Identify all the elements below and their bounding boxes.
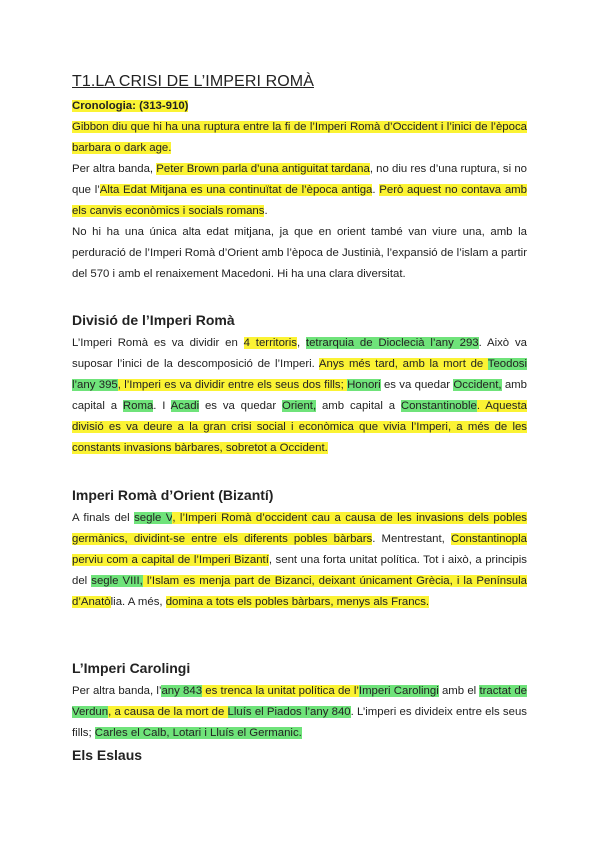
- highlight-green: Constantinoble: [400, 400, 477, 412]
- text-run: . L’imperi es divideix entre els seus fills;: [72, 706, 527, 739]
- highlight-yellow: domina a tots els pobles bàrbars, menys als Francs.: [165, 596, 430, 608]
- text-run: amb capital a: [72, 379, 527, 412]
- text-run: .: [372, 184, 380, 196]
- highlight-green: Imperi Carolingi: [358, 685, 439, 697]
- highlight-yellow: Alta Edat Mitjana es una continuïtat de l’època antiga: [99, 184, 373, 196]
- text-run: amb capital a: [316, 400, 401, 412]
- text-run: Per altra banda,: [72, 163, 157, 175]
- highlight-yellow: . Aquesta divisió es va deure a la gran crisi social i econòmica que vivia l’Imperi, a més de les constants invasions bàrbares, sobretot a Occident.: [72, 400, 527, 454]
- section-heading-carolingi: L’Imperi Carolingi: [72, 660, 191, 676]
- text-run: . Això va suposar l’inici de la descomposició de l’Imperi.: [72, 337, 527, 370]
- divisio-paragraph: [72, 333, 527, 459]
- text-run: . I: [153, 400, 171, 412]
- text-run: amb el: [438, 685, 480, 697]
- text-run: . Mentrestant,: [372, 533, 451, 545]
- section-heading-eslaus: Els Eslaus: [72, 747, 143, 763]
- highlight-yellow: Peter Brown parla d’una antiguitat tardana: [156, 163, 370, 175]
- text-run: lia. A més,: [110, 596, 166, 608]
- highlight-yellow: , l’Imperi Romà d’occident cau a causa de les invasions dels pobles germànics, dividint-se entre els diferents pobles bàrbars: [72, 512, 527, 545]
- carolingi-paragraph: [72, 681, 527, 744]
- highlight-green: segle VIII,: [91, 575, 143, 587]
- highlight-green: tractat de Verdun: [72, 685, 527, 718]
- text-run: L’Imperi Romà es va dividir en: [72, 337, 244, 349]
- highlight-green: any 843: [161, 685, 203, 697]
- highlight-yellow: Constantinopla perviu com a capital de l’Imperi Bizantí: [72, 533, 527, 566]
- text-run: ,: [296, 337, 306, 349]
- highlight-green: Roma: [122, 400, 154, 412]
- highlight-yellow: Anys més tard, amb la mort de: [318, 358, 488, 370]
- highlight-green: Acadi: [170, 400, 200, 412]
- text-run: No hi ha una única alta edat mitjana, ja que en orient també van viure una, amb la perduració de l’Imperi Romà d’Orient amb l’època de Justinià, l’expansió de l’islam a partir del 570 i amb el renaixement Macedoni. Hi ha una clara diversitat.: [72, 226, 527, 280]
- highlight-yellow: es trenca la unitat política de l’: [202, 685, 359, 697]
- text-run: es va quedar: [380, 379, 454, 391]
- document-title: T1.LA CRISI DE L’IMPERI ROMÀ: [72, 73, 314, 90]
- cronologia-label: Cronologia: (313-910): [72, 100, 189, 112]
- text-run: , sent una forta unitat política. Tot i això, a principis del: [72, 554, 527, 587]
- highlight-yellow: , a causa de la mort de: [108, 706, 228, 718]
- section-heading-orient: Imperi Romà d’Orient (Bizantí): [72, 487, 274, 503]
- highlight-green: Orient,: [281, 400, 317, 412]
- text-run: es va quedar: [199, 400, 282, 412]
- gibbon-text: Gibbon diu que hi ha una ruptura entre la fi de l’Imperi Romà d’Occident i l’inici de l’època barbara o dark age.: [72, 121, 527, 154]
- highlight-yellow: Però aquest no contava amb els canvis econòmics i socials romans: [72, 184, 527, 217]
- text-run: A finals del: [72, 512, 135, 524]
- highlight-yellow: , l’Imperi es va dividir entre els seus dos fills;: [117, 379, 348, 391]
- highlight-green: Lluís el Piados l’any 840: [227, 706, 351, 718]
- highlight-yellow: l’Islam es menja part de Bizanci, deixant únicament Grècia, i la Península d’Anatò: [72, 575, 528, 608]
- highlight-green: tetrarquia de Dioclecià l’any 293: [305, 337, 479, 349]
- section-heading-divisio: Divisió de l’Imperi Romà: [72, 312, 235, 328]
- highlight-green: segle V: [134, 512, 173, 524]
- text-run: , no diu res d’una ruptura, si no que l’: [72, 163, 527, 196]
- highlight-green: Carles el Calb, Lotari i Lluís el Germanic.: [94, 727, 302, 739]
- highlight-green: Occident,: [453, 379, 502, 391]
- cronologia-paragraph: [72, 96, 527, 285]
- highlight-yellow: 4 territoris: [243, 337, 297, 349]
- text-run: Per altra banda, l’: [72, 685, 162, 697]
- highlight-green: Honori: [347, 379, 381, 391]
- highlight-green: Teodosi l’any 395: [72, 358, 528, 391]
- orient-paragraph: [72, 508, 527, 613]
- text-run: .: [264, 205, 268, 217]
